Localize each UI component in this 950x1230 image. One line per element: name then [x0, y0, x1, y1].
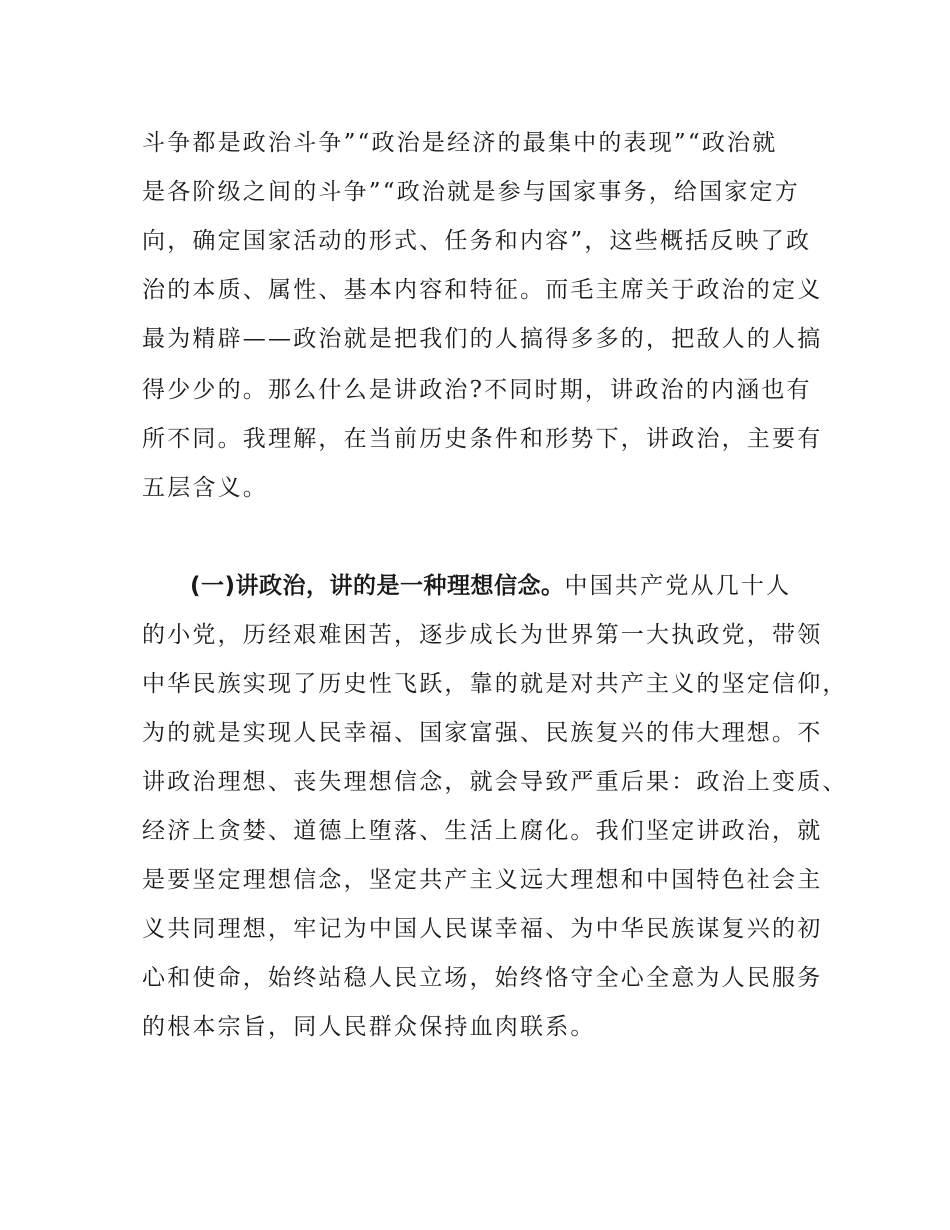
paragraph-1-line-4: 治的本质、属性、基本内容和特征。而毛主席关于政治的定义: [142, 277, 823, 303]
paragraph-2-line-2: 的小党，历经艰难困苦，逐步成长为世界第一大执政党，带领: [142, 622, 823, 648]
paragraph-2-line-4: 为的就是实现人民幸福、国家富强、民族复兴的伟大理想。不: [142, 720, 823, 746]
paragraph-1-line-8: 五层含义。: [142, 475, 268, 501]
paragraph-1-line-6: 得少少的。那么什么是讲政治?不同时期，讲政治的内涵也有: [142, 377, 812, 403]
paragraph-1-line-2: 是各阶级之间的斗争”“政治就是参与国家事务，给国家定方: [142, 179, 800, 205]
paragraph-2-line-5: 讲政治理想、丧失理想信念，就会导致严重后果：政治上变质、: [142, 769, 848, 795]
paragraph-1-line-7: 所不同。我理解，在当前历史条件和形势下，讲政治，主要有: [142, 426, 823, 452]
paragraph-2-line-8: 义共同理想，牢记为中国人民谋幸福、为中华民族谋复兴的初: [142, 916, 823, 942]
paragraph-2-line-10: 的根本宗旨，同人民群众保持血肉联系。: [142, 1014, 596, 1040]
paragraph-2-line-6: 经济上贪婪、道德上堕落、生活上腐化。我们坚定讲政治，就: [142, 818, 823, 844]
paragraph-2-line-9: 心和使命，始终站稳人民立场，始终恪守全心全意为人民服务: [142, 965, 823, 991]
paragraph-1-line-5: 最为精辟——政治就是把我们的人搞得多多的，把敌人的人搞: [142, 326, 823, 352]
paragraph-1-line-1: 斗争都是政治斗争”“政治是经济的最集中的表现”“政治就: [142, 130, 778, 156]
paragraph-2-line-1-rest: 中国共产党从几十人: [564, 573, 792, 599]
paragraph-1-line-3: 向，确定国家活动的形式、任务和内容”，这些概括反映了政: [142, 228, 812, 254]
paragraph-2-line-3: 中华民族实现了历史性飞跃，靠的就是对共产主义的坚定信仰，: [142, 671, 848, 697]
section-heading: (一)讲政治，讲的是一种理想信念。: [190, 573, 565, 599]
paragraph-2-line-7: 是要坚定理想信念，坚定共产主义远大理想和中国特色社会主: [142, 867, 823, 893]
paragraph-2-line-1: [190, 567, 791, 605]
